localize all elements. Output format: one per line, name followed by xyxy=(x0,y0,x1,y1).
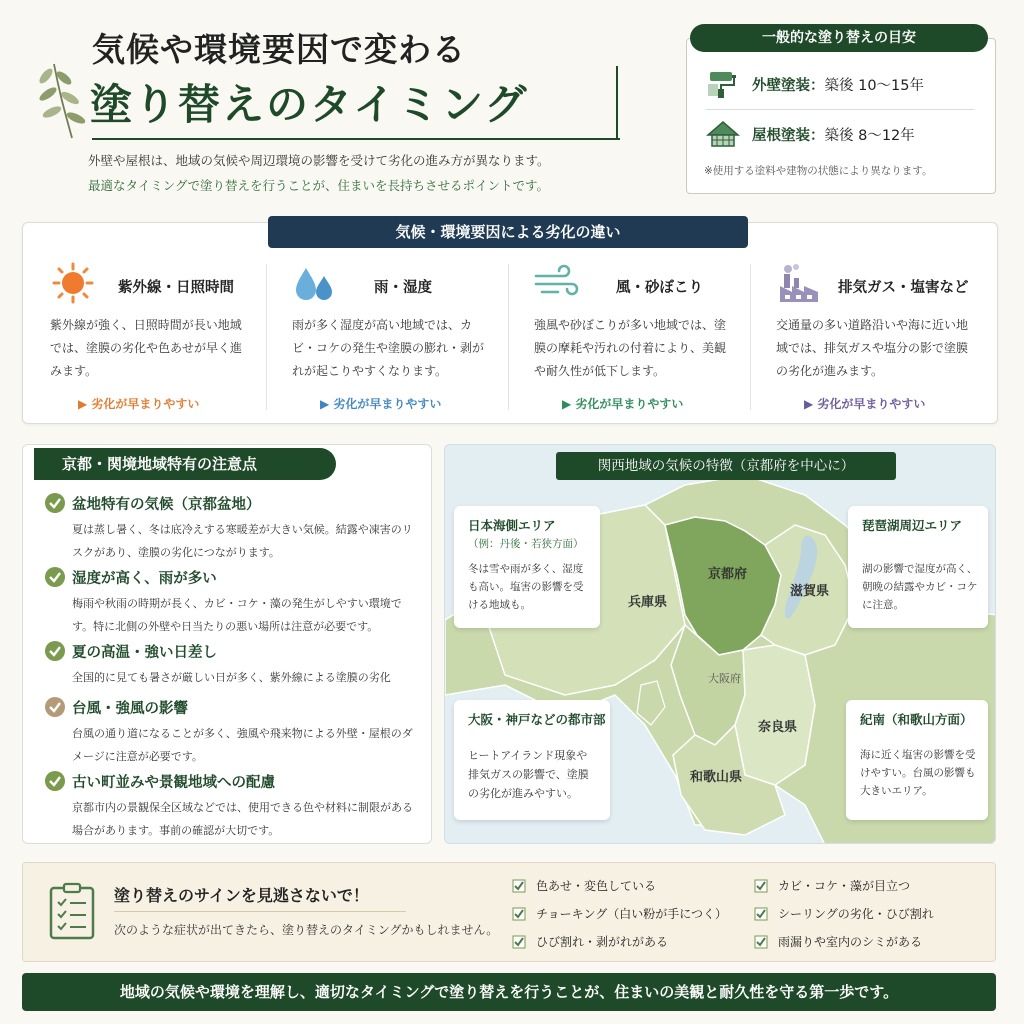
guide-row-roof xyxy=(706,116,976,152)
pref-label-kyoto: 京都府 xyxy=(708,567,748,582)
map-card-title: 紀南（和歌山方面） xyxy=(860,712,973,727)
guide-wall-value: 築後 10〜15年 xyxy=(824,77,925,94)
kansai-map-title: 関西地域の気候の特徴（京都府を中心に） xyxy=(556,452,896,480)
guide-row-wall xyxy=(706,66,976,102)
sun-icon xyxy=(50,262,96,304)
check-circle-icon xyxy=(44,492,66,514)
climate-divider xyxy=(750,264,751,410)
wall-roller-icon xyxy=(706,69,740,99)
check-circle-icon xyxy=(44,640,66,662)
climate-exhaust-footer: ▶ 劣化が早まりやすい xyxy=(804,397,926,411)
climate-divider xyxy=(508,264,509,410)
climate-item-rain xyxy=(268,258,490,414)
climate-exhaust-title: 排気ガス・塩害など xyxy=(838,280,969,296)
climate-rain-footer: ▶ 劣化が早まりやすい xyxy=(320,397,442,411)
map-card-title: 大阪・神戸などの都市部 xyxy=(468,712,606,727)
sign-item xyxy=(512,933,668,950)
sign-item-label: 色あせ・変色している xyxy=(536,879,657,893)
climate-factors-title: 気候・環境要因による劣化の違い xyxy=(268,216,748,248)
pref-label-nara: 奈良県 xyxy=(758,720,798,735)
page-title-line2: 塗り替えのタイミング xyxy=(90,80,529,129)
climate-divider xyxy=(266,264,267,410)
kyoto-point-title: 盆地特有の気候（京都盆地） xyxy=(72,497,261,513)
sign-item-label: チョーキング（白い粉が手につく） xyxy=(536,907,728,921)
wind-icon xyxy=(534,262,580,304)
kyoto-point-title: 夏の高温・強い日差し xyxy=(72,645,217,661)
map-card-city xyxy=(454,700,610,820)
check-circle-icon xyxy=(44,770,66,792)
map-card-japan-sea xyxy=(454,506,600,628)
checkbox-checked-icon xyxy=(754,935,768,949)
check-circle-icon xyxy=(44,696,66,718)
intro-text-line1: 外壁や屋根は、地域の気候や周辺環境の影響を受けて劣化の進み方が異なります。 xyxy=(88,153,550,168)
map-card-lake-biwa xyxy=(848,506,988,628)
factory-icon xyxy=(776,262,822,304)
climate-wind-title: 風・砂ぼこり xyxy=(616,280,703,296)
map-card-desc: 冬は雪や雨が多く、湿度も高い。塩害の影響を受ける地域も。 xyxy=(468,563,584,611)
map-card-desc: 海に近く塩害の影響を受けやすい。台風の影響も大きいエリア。 xyxy=(860,749,976,797)
intro-text-line2: 最適なタイミングで塗り替えを行うことが、住まいを長持ちさせるポイントです。 xyxy=(88,178,550,193)
guide-divider xyxy=(706,109,974,110)
title-side-bar xyxy=(616,66,618,138)
sign-item-label: ひび割れ・剥がれがある xyxy=(536,935,669,949)
climate-exhaust-desc: 交通量の多い道路沿いや海に近い地域では、排気ガスや塩分の影で塗膜の劣化が進みます。 xyxy=(776,318,969,378)
kyoto-point-title: 台風・強風の影響 xyxy=(72,701,188,717)
climate-uv-footer: ▶ 劣化が早まりやすい xyxy=(78,397,200,411)
climate-rain-desc: 雨が多く湿度が高い地域では、カビ・コケの発生や塗膜の膨れ・剥がれが起こりやすくなります。 xyxy=(292,318,485,378)
climate-uv-title: 紫外線・日照時間 xyxy=(118,280,234,296)
sign-item-label: 雨漏りや室内のシミがある xyxy=(778,935,923,949)
climate-wind-desc: 強風や砂ぼこりが多い地域では、塗膜の摩耗や汚れの付着により、美観や耐久性が低下します。 xyxy=(534,318,727,378)
map-card-desc: ヒートアイランド現象や排気ガスの影響で、塗膜の劣化が進みやすい。 xyxy=(468,749,589,800)
guide-roof-value: 築後 8〜12年 xyxy=(824,127,915,144)
guide-roof-label: 屋根塗装： xyxy=(752,127,825,144)
leaf-branch-icon xyxy=(32,56,88,140)
repaint-signs-desc: 次のような症状が出てきたら、塗り替えのタイミングかもしれません。 xyxy=(114,923,499,937)
kyoto-point-title: 古い町並みや景観地域への配慮 xyxy=(72,775,275,791)
climate-item-uv xyxy=(26,258,248,414)
repaint-signs-title: 塗り替えのサインを見逃さないで！ xyxy=(114,886,369,905)
climate-uv-desc: 紫外線が強く、日照時間が長い地域では、塗膜の劣化や色あせが早く進みます。 xyxy=(50,318,243,378)
sign-item-label: シーリングの劣化・ひび割れ xyxy=(778,907,934,921)
sign-item xyxy=(512,905,727,922)
kyoto-point-desc: 夏は蒸し暑く、冬は底冷えする寒暖差が大きい気候。結露や凍害のリスクがあり、塗膜の劣化につながります。 xyxy=(72,523,413,559)
kyoto-points-title: 京都・関境地域特有の注意点 xyxy=(34,448,336,480)
title-underline xyxy=(92,138,620,140)
map-region-nara xyxy=(735,645,815,785)
kyoto-point-desc: 梅雨や秋雨の時期が長く、カビ・コケ・藻の発生がしやすい環境です。特に北側の外壁や日当たりの悪い場所は注意が必要です。 xyxy=(72,597,402,633)
sign-item xyxy=(512,877,656,894)
checkbox-checked-icon xyxy=(754,907,768,921)
sign-item xyxy=(754,877,910,894)
checkbox-checked-icon xyxy=(512,907,526,921)
guide-note: ※使用する塗料や建物の状態により異なります。 xyxy=(704,165,933,177)
map-card-title: 琵琶湖周辺エリア xyxy=(862,518,963,533)
repaint-signs-underline xyxy=(114,911,406,912)
checkbox-checked-icon xyxy=(754,879,768,893)
water-drops-icon xyxy=(292,262,338,304)
map-card-title: 日本海側エリア xyxy=(468,518,556,533)
kyoto-point-desc: 京都市内の景観保全区域などでは、使用できる色や材料に制限がある場合があります。事前の確認が大切です。 xyxy=(72,801,413,837)
roof-icon xyxy=(706,119,740,149)
pref-label-osaka: 大阪府 xyxy=(708,672,741,685)
repaint-guide-title: 一般的な塗り替えの目安 xyxy=(690,24,988,52)
sign-item xyxy=(754,905,934,922)
page-title-line1: 気候や環境要因で変わる xyxy=(92,30,466,69)
kyoto-point-desc: 台風の通り道になることが多く、強風や飛来物による外壁・屋根のダメージに注意が必要です。 xyxy=(72,727,413,763)
kyoto-point-desc: 全国的に見ても暑さが厳しい日が多く、紫外線による塗膜の劣化 xyxy=(72,671,391,684)
sign-item xyxy=(754,933,922,950)
checkbox-checked-icon xyxy=(512,935,526,949)
checkbox-checked-icon xyxy=(512,879,526,893)
climate-rain-title: 雨・湿度 xyxy=(374,280,432,296)
map-card-subtitle: （例：丹後・若狭方面） xyxy=(468,538,584,550)
pref-label-wakayama: 和歌山県 xyxy=(690,770,743,785)
map-card-desc: 湖の影響で湿度が高く、朝晩の結露やカビ・コケに注意。 xyxy=(862,563,978,611)
climate-item-exhaust xyxy=(752,258,974,414)
guide-wall-label: 外壁塗装： xyxy=(752,77,825,94)
kyoto-point-title: 湿度が高く、雨が多い xyxy=(72,571,217,587)
sign-item-label: カビ・コケ・藻が目立つ xyxy=(778,879,911,893)
pref-label-hyogo: 兵庫県 xyxy=(628,595,668,610)
clipboard-checklist-icon xyxy=(48,882,96,940)
climate-wind-footer: ▶ 劣化が早まりやすい xyxy=(562,397,684,411)
map-card-kinan xyxy=(846,700,988,820)
pref-label-shiga: 滋賀県 xyxy=(790,584,830,599)
footer-banner: 地域の気候や環境を理解し、適切なタイミングで塗り替えを行うことが、住まいの美観と耐久性を守る第一歩です。 xyxy=(22,973,996,1011)
climate-item-wind xyxy=(510,258,732,414)
check-circle-icon xyxy=(44,566,66,588)
